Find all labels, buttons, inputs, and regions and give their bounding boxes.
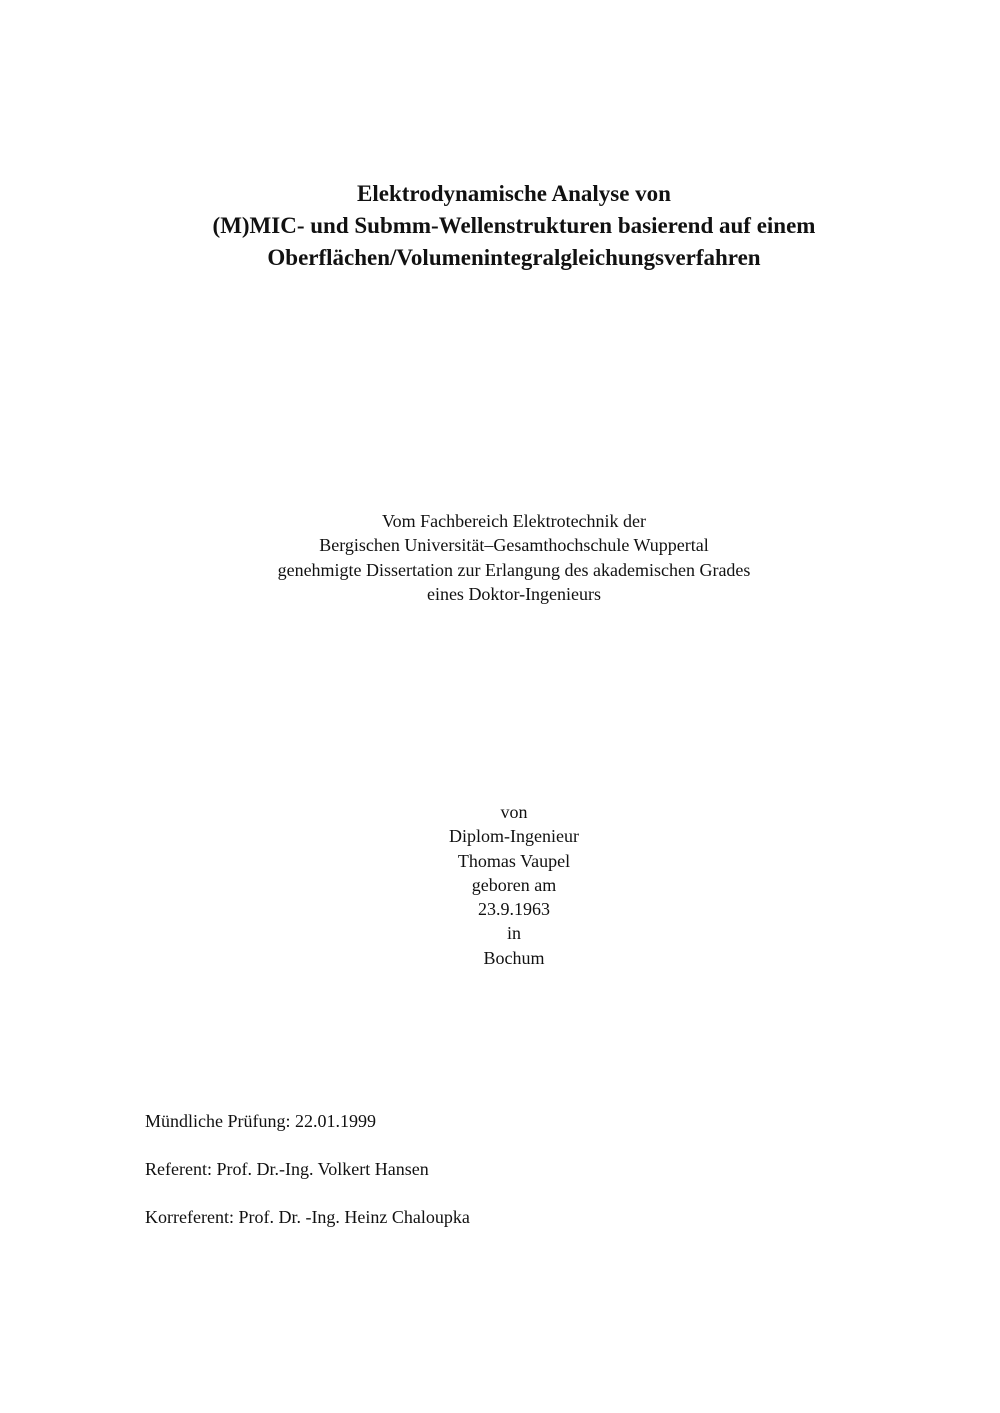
title-line: (M)MIC- und Submm-Wellenstrukturen basierend auf einem xyxy=(212,213,816,238)
author-birthdate: 23.9.1963 xyxy=(478,899,550,920)
co-referee: Korreferent: Prof. Dr. -Ing. Heinz Chaloupka xyxy=(145,1207,470,1227)
dissertation-note-line: genehmigte Dissertation zur Erlangung des akademischen Grades xyxy=(277,559,751,580)
thesis-title xyxy=(0,178,1000,274)
title-line: Oberflächen/Volumenintegralgleichungsverfahren xyxy=(267,245,761,270)
author-name: Thomas Vaupel xyxy=(457,850,571,871)
author-info xyxy=(0,800,1000,970)
oral-exam-date: Mündliche Prüfung: 22.01.1999 xyxy=(145,1111,376,1131)
author-line: geboren am xyxy=(471,874,557,895)
title-line: Elektrodynamische Analyse von xyxy=(357,181,671,206)
author-line: Diplom-Ingenieur xyxy=(449,826,579,847)
dissertation-note-line: Bergischen Universität–Gesamthochschule Wuppertal xyxy=(319,535,709,556)
author-line: in xyxy=(506,923,521,944)
author-birthplace: Bochum xyxy=(483,947,545,968)
dissertation-note-line: eines Doktor-Ingenieurs xyxy=(426,583,602,604)
examination-info xyxy=(145,1109,470,1253)
dissertation-note-line: Vom Fachbereich Elektrotechnik der xyxy=(381,511,647,531)
author-line: von xyxy=(500,802,528,822)
dissertation-note xyxy=(0,509,1000,606)
referee: Referent: Prof. Dr.-Ing. Volkert Hansen xyxy=(145,1159,429,1179)
